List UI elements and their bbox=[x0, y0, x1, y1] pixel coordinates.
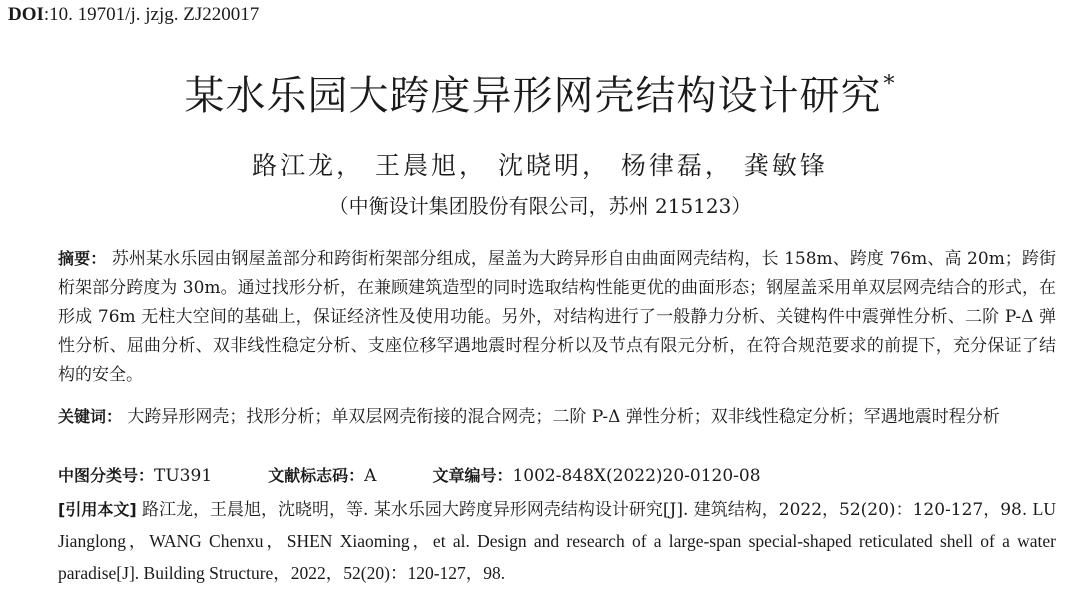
abstract bbox=[58, 244, 1056, 390]
keywords bbox=[58, 402, 1056, 432]
author-affiliation: （中衡设计集团股份有限公司，苏州 215123） bbox=[328, 194, 752, 218]
keywords-text: 大跨异形网壳；找形分析；单双层网壳衔接的混合网壳；二阶 P-Δ 弹性分析；双非线性稳定分析；罕遇地震时程分析 bbox=[127, 407, 1000, 427]
article-number-label: 文章编号： bbox=[432, 466, 513, 485]
clc-value: TU391 bbox=[154, 466, 213, 486]
citation bbox=[58, 494, 1056, 590]
article-number-value: 1002-848X(2022)20-0120-08 bbox=[512, 466, 761, 486]
clc-label: 中图分类号： bbox=[58, 466, 155, 485]
keywords-label: 关键词： bbox=[58, 407, 123, 426]
classification-line bbox=[58, 463, 817, 486]
document-code-label: 文献标志码： bbox=[268, 466, 365, 485]
paper-title bbox=[0, 64, 1080, 121]
doi-value: :10. 19701/j. jzjg. ZJ220017 bbox=[43, 4, 260, 25]
abstract-text: 苏州某水乐园由钢屋盖部分和跨街桁架部分组成，屋盖为大跨异形自由曲面网壳结构，长 158m、跨度 76m、高 20m；跨街桁架部分跨度为 30m。通过找形分析，在兼顾建筑造型的同时选取结构性能更优的曲面形态；钢屋盖采用单双层网壳结合的形式，在形成 76m 无柱大空间的基础上，保证经济性及使用功能。另外，对结构进行了一般静力分析、关键构件中震弹性分析、二阶 P-Δ 弹性分析、屈曲分析、双非线性稳定分析、支座位移罕遇地震时程分析以及节点有限元分析，在符合规范要求的前提下，充分保证了结构的安全。 bbox=[58, 249, 1057, 385]
title-footnote-mark: * bbox=[883, 72, 896, 97]
citation-label: [引用本文] bbox=[58, 500, 137, 519]
paper-title-text: 某水乐园大跨度异形网壳结构设计研究 bbox=[184, 73, 882, 119]
document-code-value: A bbox=[364, 466, 377, 486]
clc-number bbox=[58, 463, 212, 486]
author-list: 路江龙， 王晨旭， 沈晓明， 杨律磊， 龚敏锋 bbox=[252, 151, 828, 180]
doi-label: DOI bbox=[8, 4, 44, 25]
citation-chinese: 路江龙，王晨旭，沈晓明，等. 某水乐园大跨度异形网壳结构设计研究[J]. 建筑结构，2022，52(20)：120-127，98. bbox=[142, 500, 1028, 520]
article-number bbox=[432, 463, 760, 486]
abstract-label: 摘要： bbox=[58, 249, 107, 268]
document-code bbox=[268, 463, 376, 486]
citation-english: LU Jianglong，WANG Chenxu，SHEN Xiaoming，et al. Design and research of a large-span special-shaped reticulated shell of a water paradise[J]. Building Structure，2022，52(20)：120-127，98. bbox=[58, 499, 1056, 583]
doi-line bbox=[8, 4, 259, 26]
